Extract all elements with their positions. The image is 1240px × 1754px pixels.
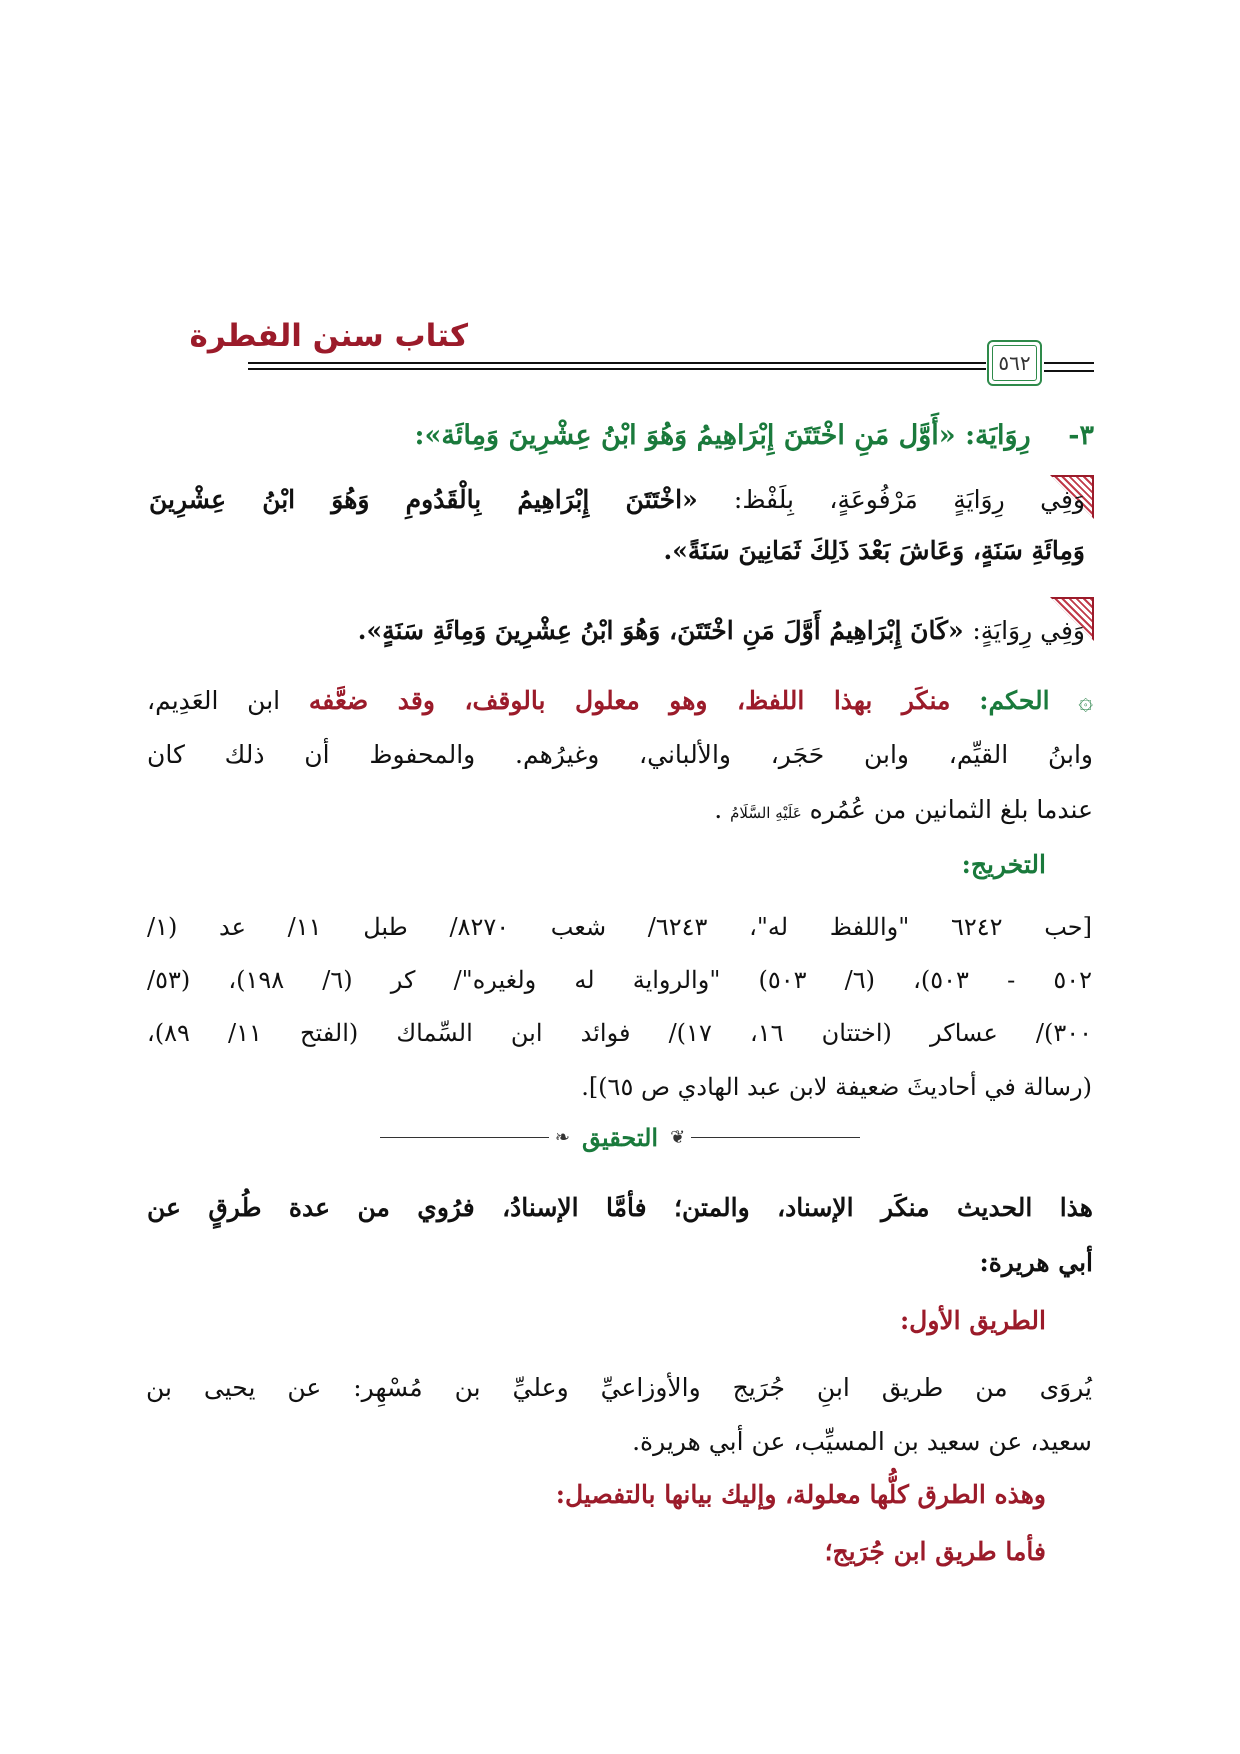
ruling-line-3-end: . — [714, 795, 723, 824]
ruling-line-3-text: عندما بلغ الثمانين من عُمُره — [809, 795, 1093, 824]
takhrij-line-1: [حب ٦٢٤٢ "واللفظ له"، ٦٢٤٣/ شعب ٨٢٧٠/ طبل ١١/ عد (١/ — [147, 913, 1092, 941]
divider-bar-right — [691, 1137, 860, 1138]
ruling-verdict: منكَر بهذا اللفظ، وهو معلول بالوقف، وقد ضعَّفه — [308, 686, 951, 715]
section-heading — [415, 422, 1095, 449]
ornament-icon-2: ❦ — [670, 1126, 686, 1148]
all-defective-line: وهذه الطرق كلُّها معلولة، وإليك بيانها بالتفصيل: — [555, 1480, 1046, 1509]
header-rule-right — [1044, 362, 1094, 372]
page-number: ٥٦٢ — [998, 351, 1031, 375]
takhrij-label: التخريج: — [961, 850, 1046, 879]
ruling-line-3 — [714, 797, 1093, 822]
takhrij-line-4: (رسالة في أحاديثَ ضعيفة لابن عبد الهادي ص ٦٥)]. — [581, 1073, 1092, 1101]
tahqiq-line-2: أبي هريرة: — [979, 1248, 1093, 1277]
ruling-line-2: وابنُ القيِّم، وابن حَجَر، والألباني، وغيرُهم. والمحفوظ أن ذلك كان — [147, 740, 1093, 769]
narration-1-line-2: وَمِائَةِ سَنَةٍ، وَعَاشَ بَعْدَ ذَلِكَ ثَمَانِينَ سَنَةً». — [663, 536, 1085, 565]
narration-2-line — [358, 618, 1085, 643]
header-rule-double — [248, 368, 986, 370]
ornament-icon: ❧ — [554, 1126, 570, 1148]
narration-1-intro: وَفِي رِوَايَةٍ مَرْفُوعَةٍ، بِلَفْظ: — [733, 485, 1085, 514]
takhrij-line-3: ٣٠٠)/ عساكر (اختتان ١٦، ١٧)/ فوائد ابن السِّماك (الفتح ١١/ ٨٩)، — [147, 1019, 1093, 1047]
tahqiq-line-1: هذا الحديث منكَر الإسناد، والمتن؛ فأمَّا الإسنادُ، فرُوي من عدة طُرقٍ عن — [147, 1193, 1093, 1222]
ruling-label: الحكم: — [979, 686, 1050, 715]
section-label: رِوَايَة: — [965, 420, 1031, 451]
page-number-frame — [987, 340, 1042, 386]
divider-bar-left — [380, 1137, 549, 1138]
narration-1-text-1: «اخْتَتَنَ إِبْرَاهِيمُ بِالْقَدُومِ وَهُوَ ابْنُ عِشْرِينَ — [149, 485, 698, 514]
flower-icon: ۞ — [1078, 686, 1094, 715]
ibn-jurayj-line: فأما طريق ابن جُرَيج؛ — [824, 1537, 1046, 1566]
narration-2-text: «كَانَ إِبْرَاهِيمُ أَوَّلَ مَنِ اخْتَتَنَ، وَهُوَ ابْنُ عِشْرِينَ وَمِائَةِ سَنَةٍ». — [357, 616, 964, 645]
path-line-1: يُروَى من طريق ابنِ جُرَيج والأوزاعيِّ وعليِّ بن مُسْهِر: عن يحيى بن — [146, 1373, 1092, 1402]
honorific-peace-icon: عَلَيْهِ السَّلَامُ — [730, 804, 802, 822]
divider-label: التحقيق — [581, 1122, 659, 1152]
header-rule — [248, 362, 986, 364]
section-divider — [380, 1122, 860, 1152]
path-line-2: سعيد، عن سعيد بن المسيِّب، عن أبي هريرة. — [632, 1427, 1092, 1456]
section-quote: «أَوَّل مَنِ اخْتَتَنَ إِبْرَاهِيمُ وَهُوَ ابْنُ عِشْرِينَ وَمِائَة»: — [414, 420, 956, 451]
narration-1-line-1 — [149, 487, 1085, 512]
ruling-line-1-end: ابن العَدِيم، — [147, 686, 281, 715]
takhrij-line-2: ٥٠٢ - ٥٠٣)، (٦/ ٥٠٣) "والرواية له ولغيره"/ كر (٦/ ١٩٨)، (٥٣/ — [147, 966, 1092, 994]
section-number: ٣- — [1068, 420, 1094, 451]
narration-2-intro: وَفِي رِوَايَةٍ: — [972, 616, 1085, 645]
first-path-label: الطريق الأول: — [899, 1306, 1046, 1335]
ruling-line-1 — [147, 688, 1093, 713]
book-title: كتاب سنن الفطرة — [189, 318, 468, 354]
